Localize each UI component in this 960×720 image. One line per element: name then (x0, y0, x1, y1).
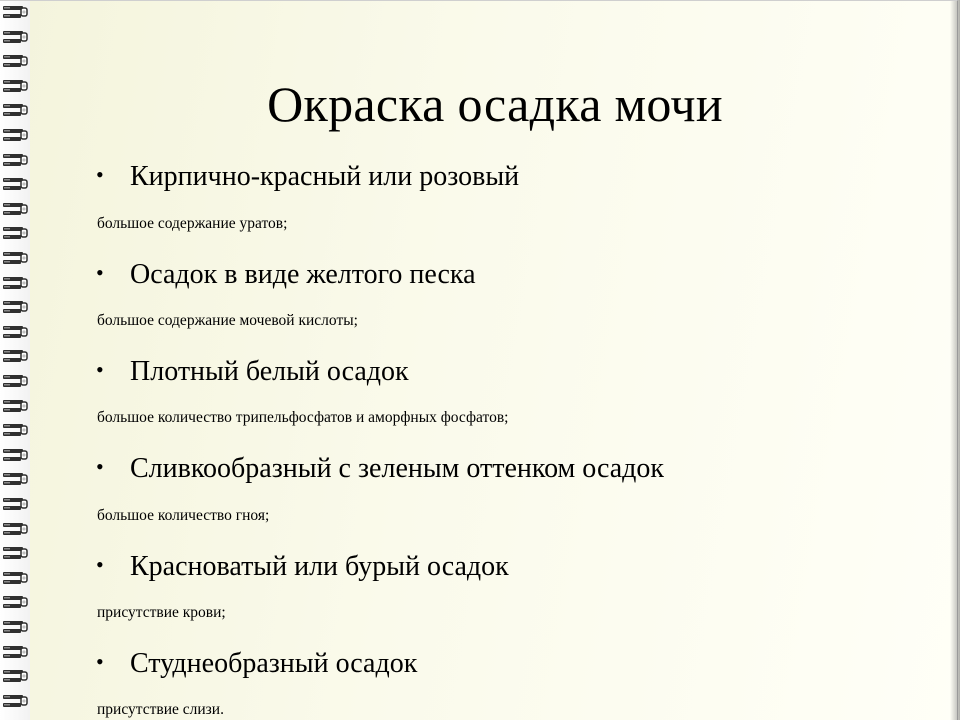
spiral-binding-icon (2, 422, 28, 440)
list-item-jelly-like (96, 645, 417, 681)
spiral-binding-icon (2, 4, 28, 22)
spiral-binding-icon (2, 250, 28, 268)
list-item-label: Кирпично-красный или розовый (130, 161, 520, 192)
spiral-binding-icon (2, 152, 28, 170)
spiral-binding-icon (2, 668, 28, 686)
slide-title: Окраска осадка мочи (267, 76, 723, 132)
spiral-binding-icon (2, 176, 28, 194)
list-item-label: Красноватый или бурый осадок (130, 551, 509, 582)
spiral-binding-icon (2, 471, 28, 489)
spiral-binding-icon (2, 275, 28, 293)
spiral-binding-icon (2, 299, 28, 317)
list-item-reddish-brown (96, 548, 509, 584)
spiral-binding-icon (2, 521, 28, 539)
spiral-binding-icon (2, 447, 28, 465)
list-item-description: присутствие слизи. (97, 701, 224, 718)
spiral-binding-icon (2, 619, 28, 637)
list-item-label: Сливкообразный с зеленым оттенком осадок (130, 453, 665, 484)
list-item-description: большое содержание мочевой кислоты; (97, 312, 358, 329)
bullet-icon: • (96, 260, 104, 285)
spiral-binding-icon (2, 225, 28, 243)
spiral-binding-icon (2, 594, 28, 612)
bullet-icon: • (96, 162, 104, 187)
list-item-creamy-green (96, 450, 664, 486)
spiral-binding-icon (2, 693, 28, 711)
spiral-binding-icon (2, 29, 28, 47)
list-item-description: большое количество трипельфосфатов и аморфных фосфатов; (97, 409, 509, 426)
list-item-description: большое количество гноя; (97, 507, 270, 524)
list-item-yellow-sand (96, 256, 476, 292)
list-item-label: Студнеобразный осадок (130, 648, 418, 679)
list-item-description: большое содержание уратов; (97, 215, 288, 232)
list-item-brick-red (96, 158, 519, 194)
spiral-binding-icon (2, 53, 28, 71)
spiral-binding-icon (2, 201, 28, 219)
list-item-label: Плотный белый осадок (130, 356, 409, 387)
bullet-icon: • (96, 454, 104, 479)
list-item-description: присутствие крови; (97, 604, 226, 621)
spiral-binding-icon (2, 78, 28, 96)
spiral-binding-icon (2, 102, 28, 120)
spiral-binding-icon (2, 644, 28, 662)
spiral-binding-icon (2, 373, 28, 391)
spiral-binding-icon (2, 570, 28, 588)
spiral-binding-icon (2, 398, 28, 416)
bullet-icon: • (96, 357, 104, 382)
spiral-binding-icon (2, 545, 28, 563)
spiral-binding (0, 0, 30, 720)
bullet-icon: • (96, 649, 104, 674)
spiral-binding-icon (2, 348, 28, 366)
bullet-icon: • (96, 552, 104, 577)
spiral-binding-icon (2, 496, 28, 514)
spiral-binding-icon (2, 127, 28, 145)
spiral-binding-icon (2, 324, 28, 342)
list-item-dense-white (96, 353, 409, 389)
list-item-label: Осадок в виде желтого песка (130, 259, 476, 290)
